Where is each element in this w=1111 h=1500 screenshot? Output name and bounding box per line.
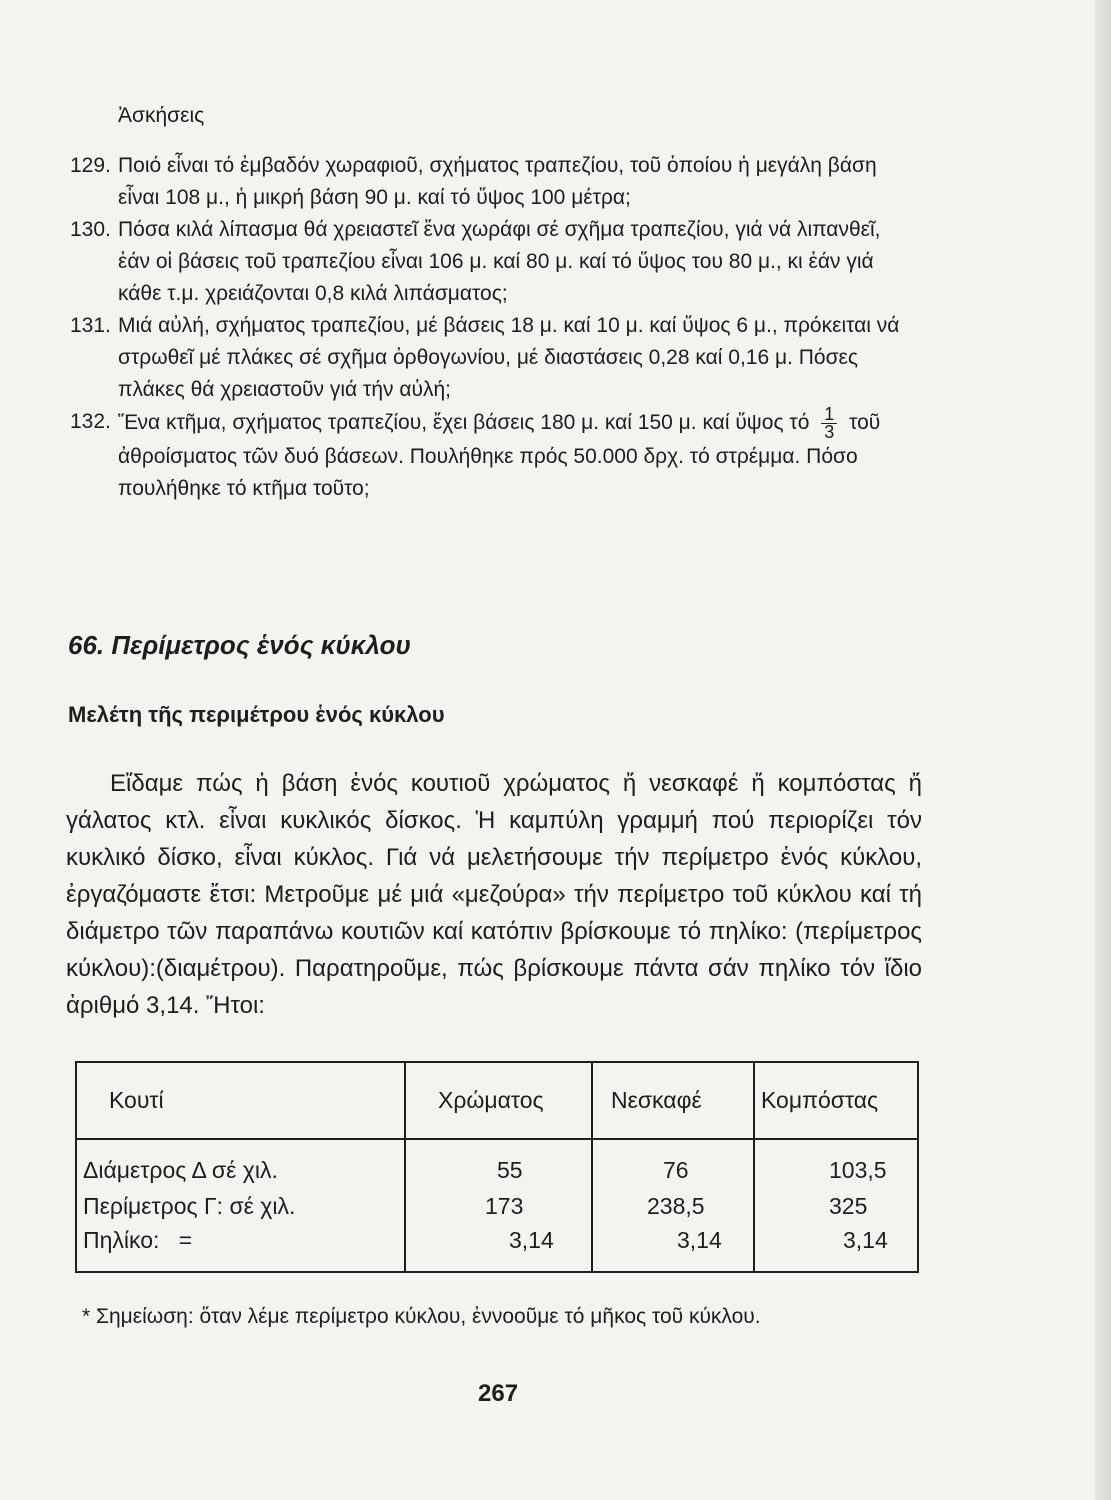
paragraph-text: Εἴδαμε πώς ἡ βάση ἑνός κουτιοῦ χρώματος ἤ νεσκαφέ ἤ κομπόστας ἤ γάλατος κτλ. εἶναι κυκλικός δίσκος. Ἡ καμπύλη γραμμή πού περιορίζει τόν κυκλικό δίσκο, εἶναι κύκλος. Γιά νά μελετήσουμε τήν περίμετρο ἑνός κύκλου, ἐργαζόμαστε ἔτσι: Μετροῦμε μέ μιά «μεζούρα» τήν περίμετρο τοῦ κύκλου καί τή διάμετρο τῶν παραπάνω κουτιῶν καί κατόπιν βρίσκουμε τό πηλίκο: (περίμετρος κύκλου):(διαμέτρου). Παρατηροῦμε, πώς βρίσκουμε πάντα σάν πηλίκο τόν ἴδιο ἀριθμό 3,14. Ἤτοι: [66,770,922,1019]
table-cell: 325 [829,1193,868,1219]
exercise-text-part: Ἕνα κτῆμα, σχήματος τραπεζίου, ἔχει βάσεις 180 μ. καί 150 μ. καί ὕψος τό [118,411,810,435]
exercise-number: 130. [70,218,111,241]
footnote: * Σημείωση: ὅταν λέμε περίμετρο κύκλου, ἐννοοῦμε τό μῆκος τοῦ κύκλου. [82,1305,761,1328]
table-header: Κουτί [109,1087,164,1113]
exercise-text: Ποιό εἶναι τό ἐμβαδόν χωραφιοῦ, σχήματος τραπεζίου, τοῦ ὁποίου ἡ μεγάλη βάση εἶναι 108 μ., ἡ μικρή βάση 90 μ. καί τό ὕψος 100 μέτρα; [118,154,877,209]
table-cell: 103,5 [829,1157,887,1183]
table-cell: 3,14 [677,1227,722,1253]
exercise-number: 129. [70,154,111,177]
data-table [75,1061,917,1271]
column-divider [753,1063,755,1271]
table-cell: 3,14 [509,1227,554,1253]
exercise-text [118,406,910,505]
exercise-item [70,406,910,505]
exercise-number: 131. [70,314,111,337]
exercise-text-part: τοῦ ἀθροίσματος τῶν δυό βάσεων. Πουλήθηκε πρός 50.000 δρχ. τό στρέμμα. Πόσο πουλήθηκε τό κτῆμα τοῦτο; [118,411,881,500]
exercise-text: Πόσα κιλά λίπασμα θά χρειαστεῖ ἕνα χωράφι σέ σχῆμα τραπεζίου, γιά νά λιπανθεῖ, ἐάν οἱ βάσεις τοῦ τραπεζίου εἶναι 106 μ. καί 80 μ. καί τό ὕψος του 80 μ., κι ἐάν γιά κάθε τ.μ. χρειάζονται 0,8 κιλά λιπάσματος; [118,218,881,305]
column-divider [404,1063,406,1271]
table-cell: 55 [497,1157,523,1183]
table-cell: 3,14 [843,1227,888,1253]
fraction [821,406,837,441]
table-cell: 173 [485,1193,524,1219]
exercise-item [70,150,910,214]
section-title: 66. Περίμετρος ἑνός κύκλου [68,630,411,660]
table-frame [75,1061,919,1273]
section-label: Ἀσκήσεις [118,104,205,127]
row-label: Διάμετρος Δ σέ χιλ. [83,1157,278,1183]
table-header: Κομπόστας [761,1087,879,1113]
section-subtitle: Μελέτη τῆς περιμέτρου ἑνός κύκλου [68,702,445,727]
exercise-text: Μιά αὐλή, σχήματος τραπεζίου, μέ βάσεις 18 μ. καί 10 μ. καί ὕψος 6 μ., πρόκειται νά στρωθεῖ μέ πλάκες σέ σχῆμα ὀρθογωνίου, μέ διαστάσεις 0,28 καί 0,16 μ. Πόσες πλάκες θά χρειαστοῦν γιά τήν αὐλή; [118,314,900,401]
page-edge-shadow [1095,0,1111,1500]
fraction-numerator: 1 [821,406,837,424]
exercise-item [70,214,910,310]
exercise-number: 132. [70,410,111,433]
body-paragraph [66,765,922,1024]
row-label: Περίμετρος Γ: σέ χιλ. [83,1193,296,1219]
table-header: Νεσκαφέ [611,1087,702,1113]
exercise-item [70,310,910,406]
exercise-list [70,150,910,505]
table-cell: 238,5 [647,1193,705,1219]
column-divider [591,1063,593,1271]
table-cell: 76 [663,1157,689,1183]
row-label: Πηλίκο: = [83,1227,193,1253]
page-number: 267 [478,1380,519,1407]
fraction-denominator: 3 [824,422,835,442]
table-header: Χρώματος [438,1087,544,1113]
header-divider [77,1138,917,1140]
